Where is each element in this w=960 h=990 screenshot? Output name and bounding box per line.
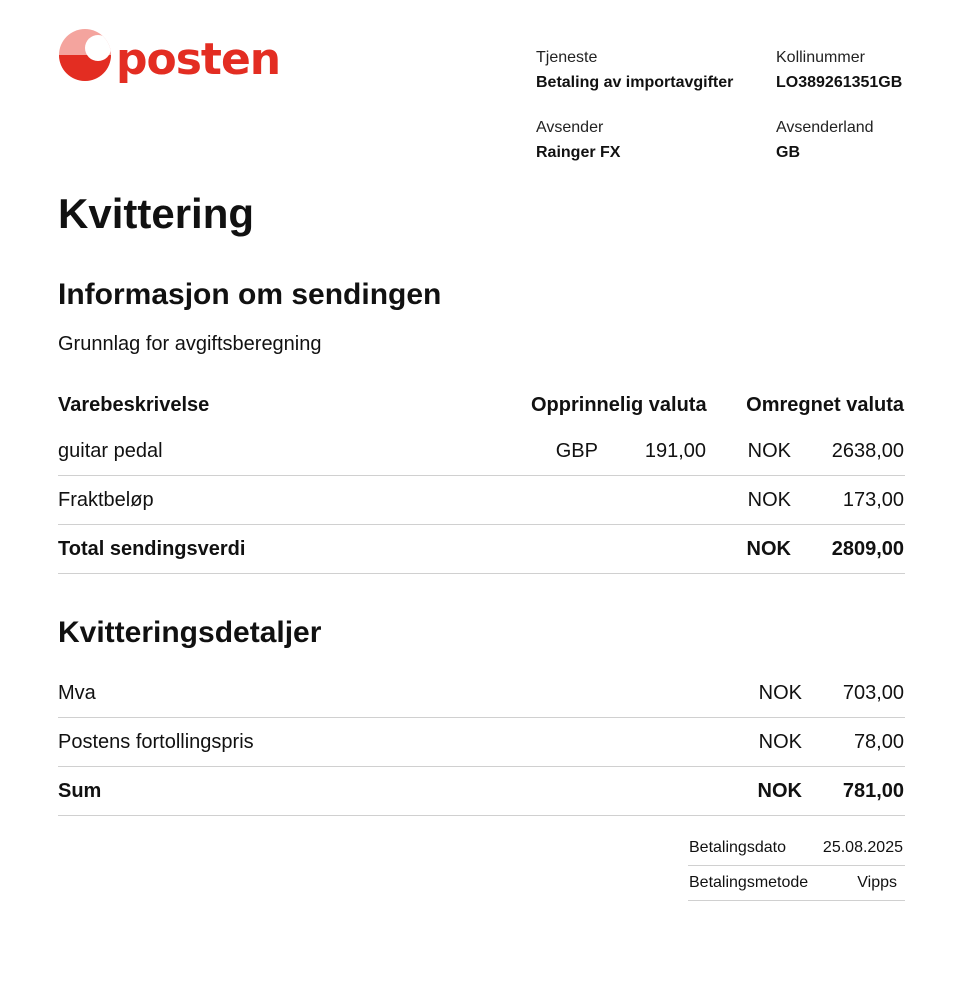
item-description: Fraktbeløp <box>58 489 154 511</box>
table-row <box>58 476 905 525</box>
sender-value: Rainger FX <box>536 144 621 161</box>
total-row <box>58 525 905 574</box>
country-meta <box>776 118 874 163</box>
posten-logo <box>58 28 281 88</box>
parcel-meta <box>776 48 902 93</box>
sender-label: Avsender <box>536 119 604 136</box>
original-amount: 191,00 <box>644 440 706 462</box>
table-row <box>58 718 905 767</box>
service-value: Betaling av importavgifter <box>536 74 734 91</box>
fee-label: Mva <box>58 682 96 704</box>
payment-date-row <box>688 831 905 866</box>
shipment-subtitle: Grunnlag for avgiftsberegning <box>58 333 322 355</box>
total-currency: NOK <box>746 538 791 560</box>
column-header-original: Opprinnelig valuta <box>531 394 707 416</box>
sum-amount: 781,00 <box>842 780 904 802</box>
sum-label: Sum <box>58 780 102 802</box>
country-value: GB <box>776 144 800 161</box>
shipment-heading: Informasjon om sendingen <box>58 278 442 311</box>
parcel-label: Kollinummer <box>776 49 865 66</box>
payment-method-label: Betalingsmetode <box>689 874 809 891</box>
item-description: guitar pedal <box>58 440 163 462</box>
sum-currency: NOK <box>757 780 802 802</box>
country-label: Avsenderland <box>776 119 874 136</box>
fee-amount: 78,00 <box>853 731 904 753</box>
total-label: Total sendingsverdi <box>58 538 246 560</box>
column-header-converted: Omregnet valuta <box>746 394 904 416</box>
payment-method-row <box>688 866 905 901</box>
column-header-description: Varebeskrivelse <box>58 394 210 416</box>
converted-amount: 2638,00 <box>831 440 904 462</box>
sender-meta <box>536 118 620 163</box>
fee-label: Postens fortollingspris <box>58 731 254 753</box>
posten-logo-icon <box>58 28 112 82</box>
receipt-heading: Kvitteringsdetaljer <box>58 616 322 649</box>
posten-wordmark: posten <box>116 34 281 85</box>
sum-row <box>58 767 905 816</box>
service-meta <box>536 48 733 93</box>
payment-date-label: Betalingsdato <box>689 839 786 856</box>
converted-amount: 173,00 <box>842 489 904 511</box>
fee-currency: NOK <box>758 682 802 704</box>
table-row <box>58 669 905 718</box>
converted-currency: NOK <box>747 440 791 462</box>
payment-date-value: 25.08.2025 <box>822 839 903 856</box>
fee-amount: 703,00 <box>842 682 904 704</box>
page-title: Kvittering <box>58 190 255 237</box>
payment-method-value: Vipps <box>857 874 897 891</box>
service-label: Tjeneste <box>536 49 598 66</box>
parcel-number: LO389261351GB <box>776 74 903 91</box>
converted-currency: NOK <box>747 489 791 511</box>
original-currency: GBP <box>555 440 598 462</box>
fee-currency: NOK <box>758 731 802 753</box>
table-row <box>58 427 905 476</box>
total-amount: 2809,00 <box>831 538 904 560</box>
